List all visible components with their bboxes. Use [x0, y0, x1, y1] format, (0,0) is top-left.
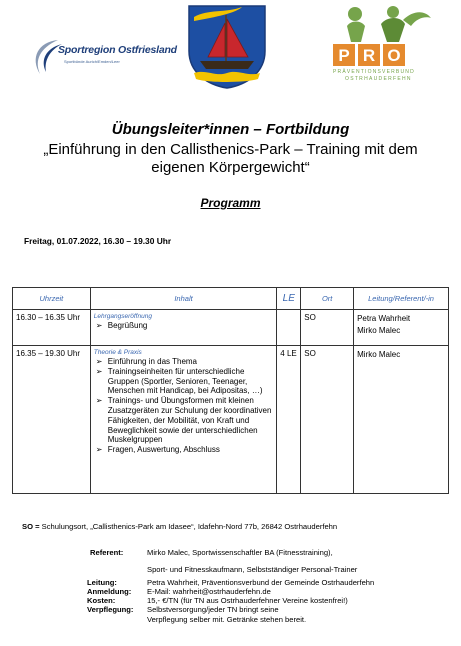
so-label: SO = [22, 522, 40, 531]
arrow-bullet-icon: ➢ [95, 357, 103, 366]
referent-line-1: Mirko Malec, Sportwissenschaftler BA (Fitnesstraining), [147, 548, 333, 557]
bullet-text: Fragen, Auswertung, Abschluss [107, 445, 220, 455]
anmeldung-text: E-Mail: wahrheit@ostrhauderfehn.de [147, 587, 271, 596]
cell-content [90, 310, 277, 346]
cell-time: 16.30 – 16.35 Uhr [13, 310, 91, 346]
list-item [94, 321, 274, 331]
pro-letter: O [383, 44, 405, 66]
header-ort: Ort [301, 288, 354, 310]
sportregion-brand-text: Sportregion Ostfriesland [58, 44, 177, 56]
figures-icon [333, 4, 437, 44]
municipal-crest [186, 3, 268, 89]
program-table [12, 287, 449, 494]
cell-ort: SO [301, 346, 354, 494]
arrow-bullet-icon: ➢ [95, 445, 103, 455]
arrow-bullet-icon: ➢ [95, 321, 103, 330]
section-label: Lehrgangseröffnung [93, 313, 152, 320]
program-heading: Programm [200, 196, 261, 210]
list-item [94, 445, 274, 455]
cell-leitung [354, 346, 449, 494]
arrow-bullet-icon: ➢ [95, 366, 103, 376]
pro-subtitle-1: PRÄVENTIONSVERBUND [333, 69, 415, 75]
bullet-text: Begrüßung [107, 321, 148, 330]
header-uhrzeit: Uhrzeit [13, 288, 91, 310]
anmeldung-label: Anmeldung: [87, 587, 132, 596]
bullet-text: Trainingseinheiten für unterschiedliche Gruppen (Sportler, Senioren, Teenager, Menschen mit Handicap, bei Adipositas, …) [107, 366, 263, 396]
kosten-label: Kosten: [87, 596, 116, 605]
table-header-row [13, 288, 449, 310]
page-title: Übungsleiter*innen – Fortbildung [111, 121, 350, 138]
leitung-name: Mirko Malec [357, 325, 401, 335]
bullet-list [94, 357, 274, 455]
header-leitung: Leitung/Referent/-in [354, 288, 449, 310]
pro-letter: P [333, 44, 355, 66]
table-row [13, 310, 449, 346]
leitung-label: Leitung: [87, 578, 117, 587]
location-note [22, 522, 337, 531]
leitung-text: Petra Wahrheit, Präventionsverbund der Gemeinde Ostrhauderfehn [147, 578, 375, 587]
so-text: Schulungsort, „Callisthenics-Park am Idasee“, Idafehn-Nord 77b, 26842 Ostrhauderfehn [41, 522, 338, 531]
pro-letters [333, 44, 405, 66]
list-item [94, 396, 274, 445]
kosten-text: 15,- €/TN (für TN aus Ostrhauderfehner Vereine kostenfrei!) [147, 596, 348, 605]
arrow-bullet-icon: ➢ [95, 396, 103, 406]
pro-logo [333, 4, 437, 90]
verpflegung-line-2: Verpflegung selber mit. Getränke stehen bereit. [147, 615, 307, 624]
cell-content [90, 346, 277, 494]
pro-letter: R [358, 44, 380, 66]
leitung-name: Mirko Malec [357, 350, 401, 359]
cell-le [277, 310, 301, 346]
ship-crest-icon [186, 3, 268, 89]
cell-time: 16.35 – 19.30 Uhr [13, 346, 91, 494]
header-le: LE [277, 288, 301, 310]
bullet-text: Trainings- und Übungsformen mit kleinen Zusatzgeräten zur Schulung der koordinativen Fähigkeiten, der Mobilität, von Kraft und Beweglichkeit sowie der unterschiedlichen Muskelgruppen [107, 396, 272, 445]
sportregion-subtitle: Sportbünde Aurich/Emden/Leer [64, 59, 120, 64]
page-subtitle: „Einführung in den Callisthenics-Park – Training mit dem eigenen Körpergewicht“ [43, 141, 418, 176]
header-inhalt: Inhalt [90, 288, 277, 310]
pro-subtitle-2: OSTRHAUDERFEHN [345, 76, 412, 82]
bullet-text: Einführung in das Thema [107, 357, 198, 366]
table-row [13, 346, 449, 494]
date-line: Freitag, 01.07.2022, 16.30 – 19.30 Uhr [24, 236, 172, 246]
referent-line-2: Sport- und Fitnesskaufmann, Selbstständiger Personal-Trainer [147, 565, 358, 574]
list-item [94, 367, 274, 396]
sportregion-logo [28, 30, 177, 86]
verpflegung-label: Verpflegung: [87, 605, 134, 614]
cell-ort: SO [301, 310, 354, 346]
cell-le: 4 LE [277, 346, 301, 494]
leitung-name: Petra Wahrheit [357, 314, 411, 323]
verpflegung-line-1: Selbstversorgung/jeder TN bringt seine [147, 605, 279, 614]
swoosh-icon [28, 30, 68, 86]
list-item [94, 357, 274, 367]
section-label: Theorie & Praxis [93, 349, 142, 356]
referent-label: Referent: [90, 548, 124, 557]
bullet-list [94, 321, 274, 331]
cell-leitung [354, 310, 449, 346]
